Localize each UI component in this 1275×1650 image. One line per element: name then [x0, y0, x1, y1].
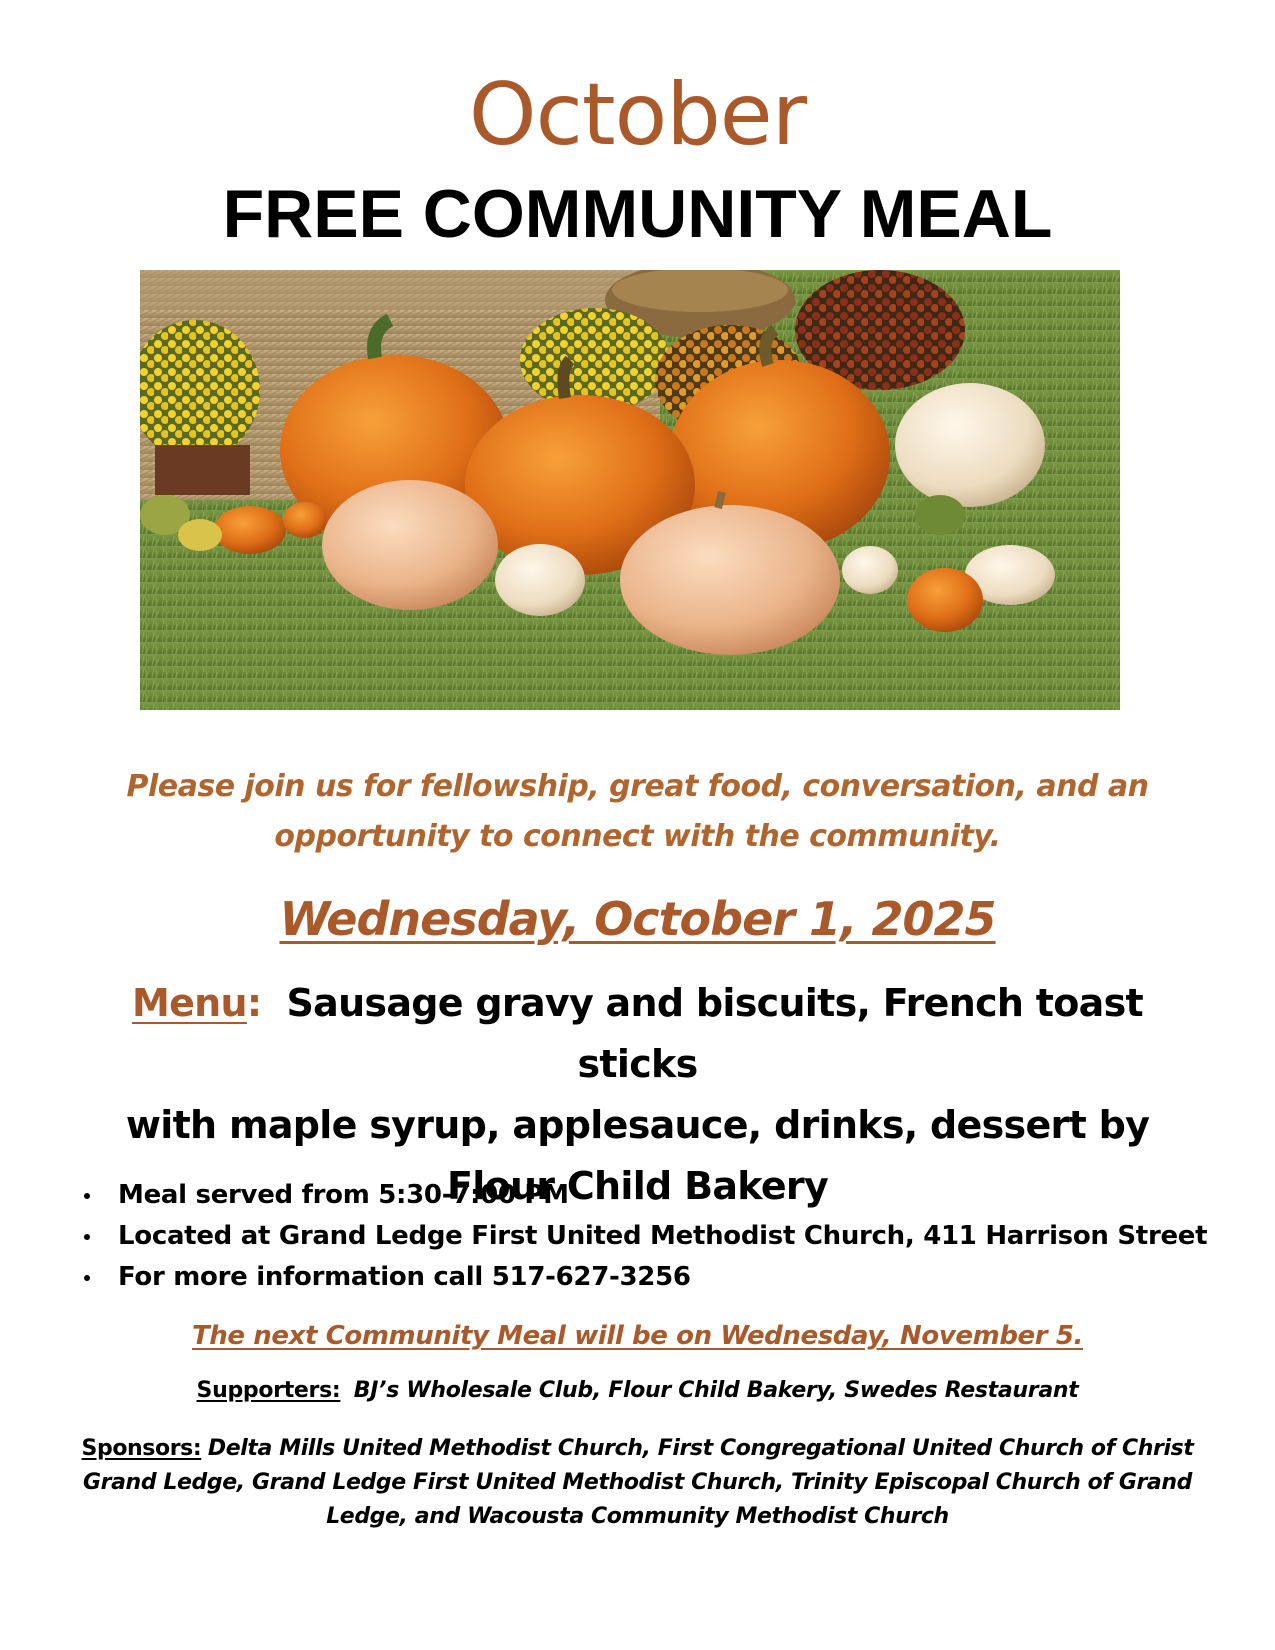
- next-meal-notice: [0, 1316, 1275, 1356]
- supporters-label: Supporters:: [196, 1378, 341, 1403]
- page-title: FREE COMMUNITY MEAL: [222, 176, 1053, 252]
- supporters-list: BJ’s Wholesale Club, Flour Child Bakery, Swedes Restaurant: [353, 1378, 1079, 1403]
- menu-colon: :: [246, 981, 262, 1025]
- sponsors-line-1: [70, 1432, 1205, 1466]
- menu-text-1: Sausage gravy and biscuits, French toast sticks: [286, 981, 1143, 1086]
- intro-line-2: opportunity to connect with the community.: [274, 819, 1001, 854]
- sponsors-text-1: Delta Mills United Methodist Church, First Congregational United Church of Christ: [207, 1436, 1194, 1461]
- detail-phone: For more information call 517-627-3256: [80, 1257, 1220, 1298]
- sponsors-line-3: Ledge, and Wacousta Community Methodist Church: [326, 1504, 949, 1529]
- pumpkin-photo: [140, 270, 1120, 710]
- next-meal-text: The next Community Meal will be on Wednesday, November 5.: [191, 1321, 1084, 1351]
- event-date: [0, 890, 1275, 948]
- menu-line-1: [70, 973, 1205, 1095]
- sponsors-line-2: Grand Ledge, Grand Ledge First United Methodist Church, Trinity Episcopal Church of Grand: [83, 1470, 1192, 1495]
- menu-line-3: Flour Child Bakery: [446, 1164, 829, 1208]
- event-date-text: Wednesday, October 1, 2025: [279, 892, 996, 946]
- month-heading: October: [468, 65, 807, 165]
- sponsors-block: [70, 1432, 1205, 1534]
- menu-line-2: with maple syrup, applesauce, drinks, dessert by: [125, 1103, 1150, 1147]
- detail-location: Located at Grand Ledge First United Methodist Church, 411 Harrison Street: [80, 1216, 1220, 1257]
- intro-text: [80, 762, 1195, 862]
- supporters-line: [0, 1374, 1275, 1408]
- menu-label: Menu: [132, 981, 247, 1025]
- detail-meal-time: Meal served from 5:30-7:00 PM: [80, 1175, 1220, 1216]
- intro-line-1: Please join us for fellowship, great food, conversation, and an: [126, 769, 1149, 804]
- sponsors-label: Sponsors:: [81, 1436, 202, 1461]
- details-list: [80, 1175, 1220, 1298]
